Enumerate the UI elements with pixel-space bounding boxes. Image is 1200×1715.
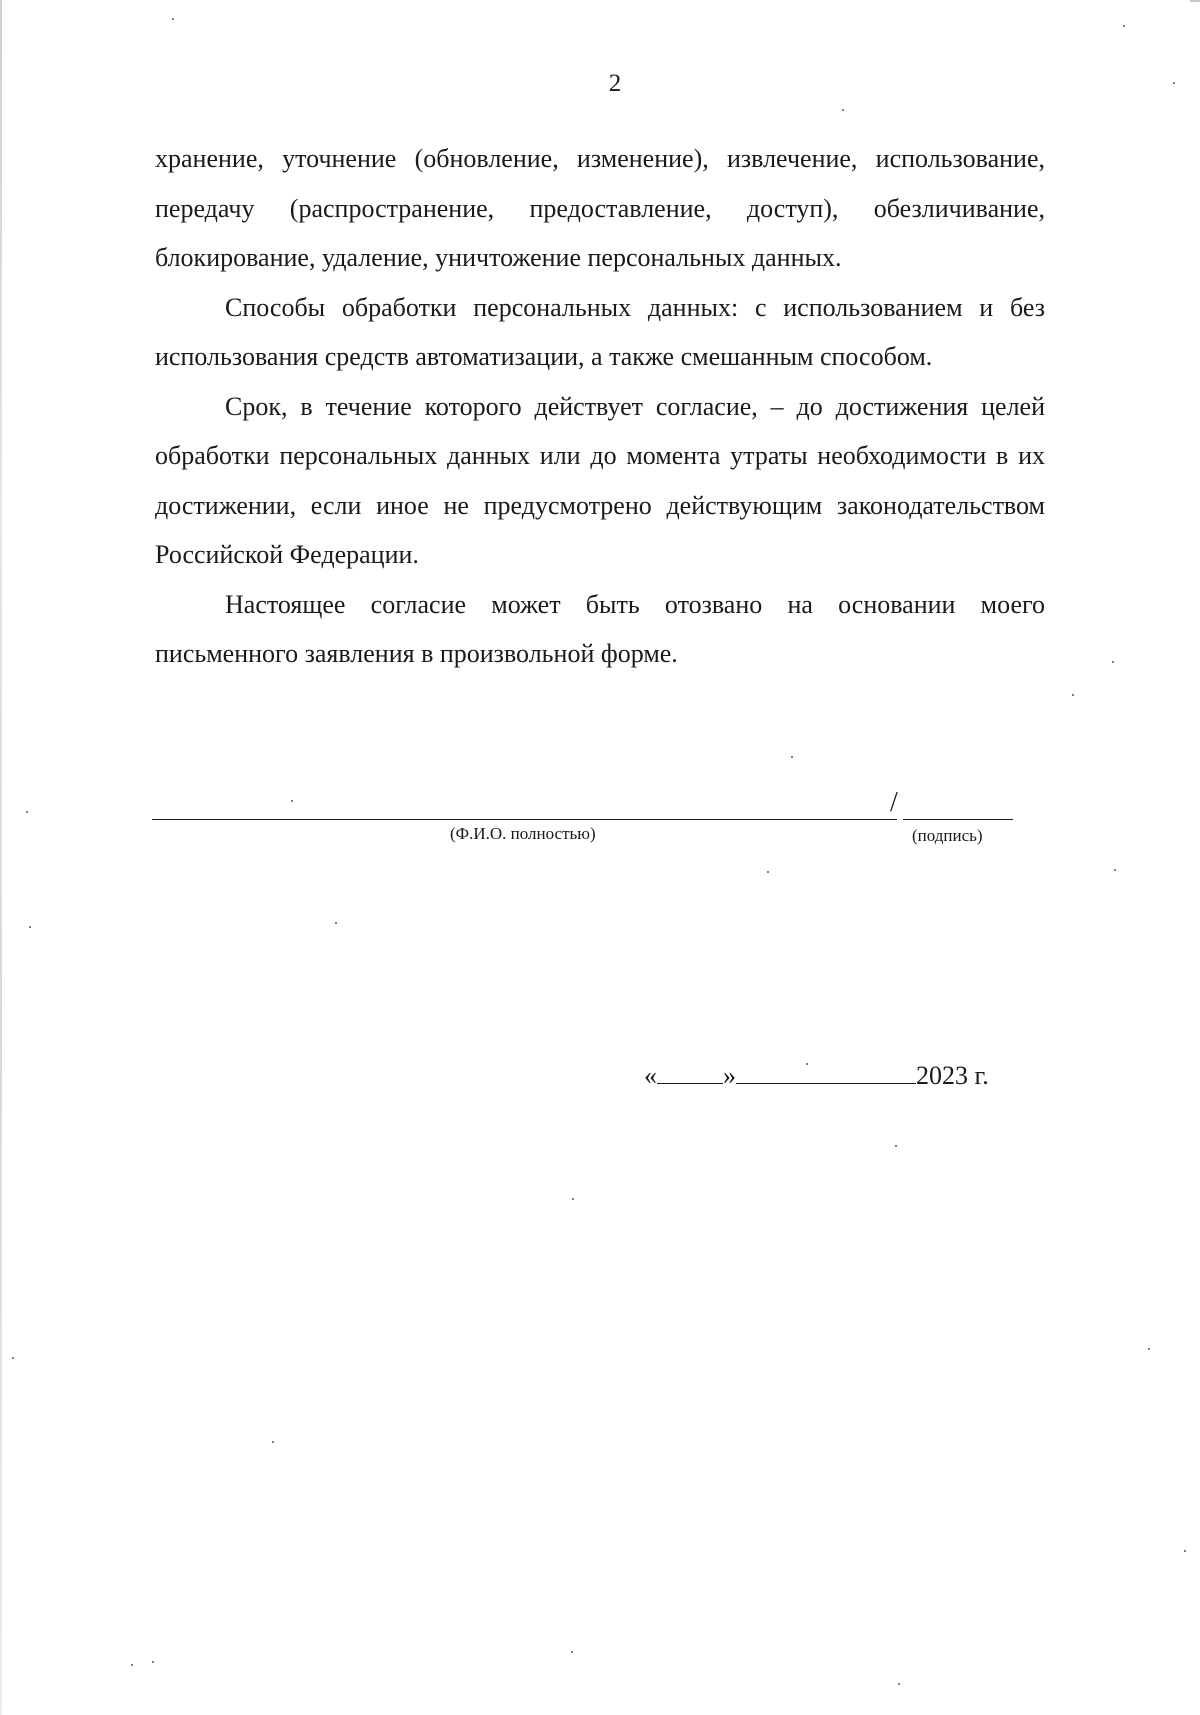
scan-speck (898, 1683, 900, 1685)
scan-speck (571, 1651, 573, 1653)
scan-speck (1114, 869, 1116, 871)
scan-speck (1184, 1550, 1186, 1552)
paragraph-processing-actions: хранение, уточнение (обновление, изменение), извлечение, использование, передачу (распространение, предоставление, доступ), обезличивание, блокирование, удаление, уничтожение персональных данных. (155, 144, 1045, 272)
month-blank (736, 1057, 916, 1084)
paragraph-processing-methods: Способы обработки персональных данных: с использованием и без использования средств автоматизации, а также смешанным способом. (155, 292, 1045, 371)
signature-line (903, 819, 1013, 820)
scan-speck (12, 1357, 14, 1359)
scan-speck (1123, 25, 1125, 27)
day-blank (657, 1057, 723, 1084)
signature-separator: / (890, 787, 898, 818)
signature-caption: (подпись) (912, 826, 983, 845)
scan-speck (335, 922, 337, 924)
scan-speck (1072, 694, 1074, 696)
page-number: 2 (608, 70, 622, 97)
scan-speck (895, 1145, 897, 1147)
paragraph-consent-revocation: Настоящее согласие может быть отозвано на основании моего письменного заявления в произвольной форме. (155, 589, 1045, 668)
scan-speck (1173, 82, 1175, 84)
fio-signature-line (152, 819, 897, 820)
scan-speck (791, 756, 793, 758)
scan-edge (0, 0, 2, 1715)
document-body (155, 134, 1045, 679)
scan-speck (806, 1063, 808, 1065)
scan-speck (572, 1198, 574, 1200)
scan-speck (29, 926, 31, 928)
scan-speck (1148, 1348, 1150, 1350)
scan-speck (1112, 661, 1114, 663)
scan-speck (172, 18, 174, 20)
date-open-quote: « (644, 1061, 657, 1090)
date-close-quote: » (723, 1061, 736, 1090)
paragraph-consent-term: Срок, в течение которого действует согласие, – до достижения целей обработки персональных данных или до момента утраты необходимости в их достижении, если иное не предусмотрено действующим законодательством Российской Федерации. (155, 391, 1045, 569)
scan-speck (152, 1661, 154, 1663)
scan-speck (272, 1441, 274, 1443)
scan-speck (26, 811, 28, 813)
date-year: 2023 г. (916, 1061, 989, 1090)
scan-speck (291, 800, 293, 802)
scan-edge-mark (1190, 0, 1200, 2)
fio-caption: (Ф.И.О. полностью) (450, 824, 596, 843)
scan-speck (131, 1664, 133, 1666)
date-line (644, 1056, 989, 1096)
scan-speck (767, 871, 769, 873)
scan-speck (842, 109, 844, 111)
